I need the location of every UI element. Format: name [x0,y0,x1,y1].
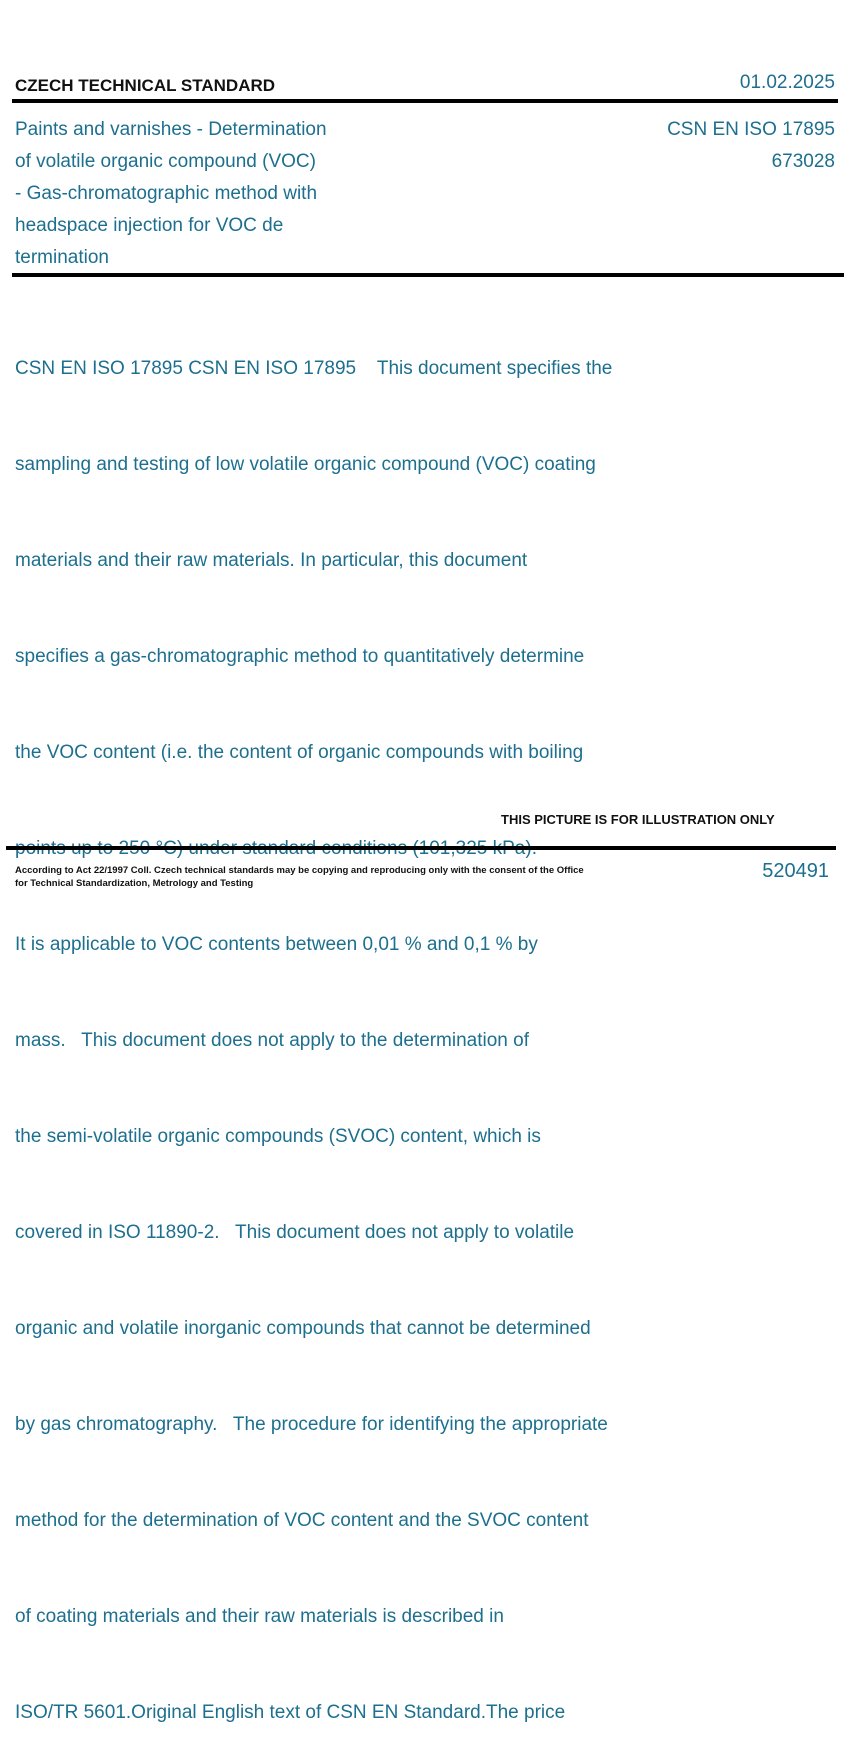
title-line: headspace injection for VOC de [15,215,284,236]
abstract-line: CSN EN ISO 17895 CSN EN ISO 17895 This document specifies the [15,358,613,379]
document-type-label: CZECH TECHNICAL STANDARD [15,76,276,95]
title-line: termination [15,247,109,268]
abstract-line: method for the determination of VOC content and the SVOC content [15,1510,589,1531]
standard-code: CSN EN ISO 17895 [667,119,835,140]
abstract-line: by gas chromatography. The procedure for identifying the appropriate [15,1414,608,1435]
abstract-line: specifies a gas-chromatographic method to quantitatively determine [15,646,585,667]
illustration-disclaimer: THIS PICTURE IS FOR ILLUSTRATION ONLY [501,812,775,827]
standard-abstract [15,289,705,1761]
abstract-line: of coating materials and their raw materials is described in [15,1606,504,1627]
abstract-line: It is applicable to VOC contents between 0,01 % and 0,1 % by [15,934,538,955]
title-line: - Gas-chromatographic method with [15,183,318,204]
abstract-line: covered in ISO 11890-2. This document does not apply to volatile [15,1222,575,1243]
abstract-line: sampling and testing of low volatile organic compound (VOC) coating [15,454,596,475]
title-line: of volatile organic compound (VOC) [15,151,316,172]
abstract-line: the VOC content (i.e. the content of organic compounds with boiling [15,742,584,763]
header-divider [12,99,838,103]
publication-date: 01.02.2025 [739,72,835,93]
class-number: 673028 [771,151,835,172]
abstract-line: organic and volatile inorganic compounds that cannot be determined [15,1318,591,1339]
abstract-line: ISO/TR 5601.Original English text of CSN EN Standard.The price [15,1702,566,1723]
legal-notice [15,864,585,890]
footer-divider [6,846,836,850]
catalog-number: 520491 [762,860,829,882]
title-line: Paints and varnishes - Determination [15,119,327,140]
legal-line: According to Act 22/1997 Coll. Czech technical standards may be copying and reproducing only with the consent of the Office [15,865,584,876]
legal-line: for Technical Standardization, Metrology and Testing [15,878,254,889]
abstract-line: mass. This document does not apply to the determination of [15,1030,529,1051]
abstract-line: the semi-volatile organic compounds (SVOC) content, which is [15,1126,541,1147]
title-divider [12,273,844,277]
abstract-line: materials and their raw materials. In particular, this document [15,550,528,571]
standard-title [15,114,385,274]
standard-identifiers [667,114,835,178]
